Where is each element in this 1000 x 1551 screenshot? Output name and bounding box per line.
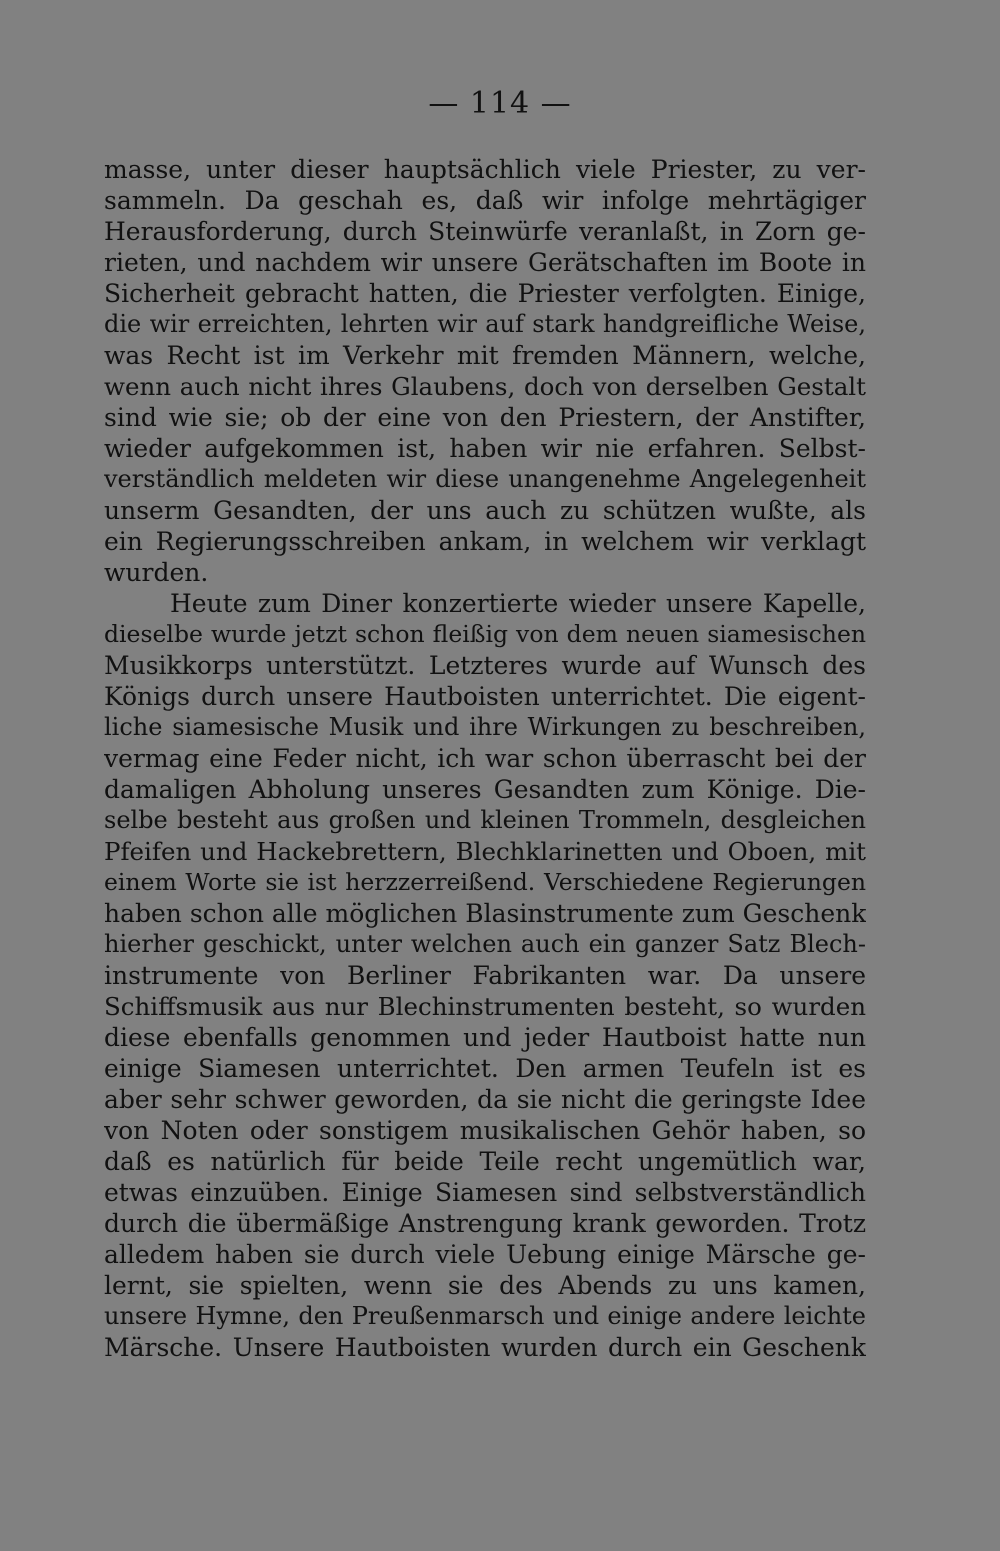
text-line: wurden.	[104, 558, 209, 587]
page-number: — 114 —	[428, 86, 572, 121]
text-line: Pfeifen und Hackebrettern, Blechklarinetten und Oboen, mit	[104, 837, 866, 866]
text-line: die wir erreichten, lehrten wir auf stark handgreifliche Weise,	[104, 310, 866, 338]
text-line: wieder aufgekommen ist, haben wir nie erfahren. Selbst-	[104, 434, 866, 463]
text-line: ein Regierungsschreiben ankam, in welchem wir verklagt	[104, 527, 866, 556]
text-line: diese ebenfalls genommen und jeder Hautboist hatte nun	[104, 1023, 866, 1052]
text-line: sind wie sie; ob der eine von den Priestern, der Anstifter,	[104, 403, 866, 432]
text-line: daß es natürlich für beide Teile recht ungemütlich war,	[104, 1147, 866, 1176]
text-line: von Noten oder sonstigem musikalischen Gehör haben, so	[104, 1116, 866, 1145]
text-line: Heute zum Diner konzertierte wieder unsere Kapelle,	[170, 589, 866, 618]
text-line: aber sehr schwer geworden, da sie nicht die geringste Idee	[104, 1085, 866, 1114]
text-line: was Recht ist im Verkehr mit fremden Männern, welche,	[104, 341, 866, 370]
text-line: Märsche. Unsere Hautboisten wurden durch ein Geschenk	[104, 1333, 866, 1362]
text-line: Sicherheit gebracht hatten, die Priester verfolgten. Einige,	[104, 279, 866, 308]
text-line: damaligen Abholung unseres Gesandten zum Könige. Die-	[104, 775, 866, 804]
text-line: einige Siamesen unterrichtet. Den armen Teufeln ist es	[104, 1054, 866, 1083]
text-line: rieten, und nachdem wir unsere Gerätschaften im Boote in	[104, 248, 866, 277]
body-text	[104, 154, 866, 1363]
text-line: wenn auch nicht ihres Glaubens, doch von derselben Gestalt	[104, 372, 866, 401]
text-line: hierher geschickt, unter welchen auch ein ganzer Satz Blech-	[104, 930, 866, 958]
text-line: lernt, sie spielten, wenn sie des Abends zu uns kamen,	[104, 1271, 866, 1300]
text-line: vermag eine Feder nicht, ich war schon überrascht bei der	[104, 744, 866, 773]
text-line: instrumente von Berliner Fabrikanten war. Da unsere	[104, 961, 866, 990]
text-line: Königs durch unsere Hautboisten unterrichtet. Die eigent-	[104, 682, 866, 711]
text-line: verständlich meldeten wir diese unangenehme Angelegenheit	[104, 465, 866, 493]
text-line: Herausforderung, durch Steinwürfe veranlaßt, in Zorn ge-	[104, 217, 866, 246]
text-line: unsere Hymne, den Preußenmarsch und einige andere leichte	[104, 1302, 866, 1330]
paragraph-2	[104, 588, 866, 1363]
text-line: masse, unter dieser hauptsächlich viele Priester, zu ver-	[104, 155, 866, 184]
text-line: haben schon alle möglichen Blasinstrumente zum Geschenk	[104, 899, 866, 928]
text-line: durch die übermäßige Anstrengung krank geworden. Trotz	[104, 1209, 866, 1238]
text-line: selbe besteht aus großen und kleinen Trommeln, desgleichen	[104, 806, 866, 834]
text-line: Schiffsmusik aus nur Blechinstrumenten besteht, so wurden	[104, 992, 866, 1021]
text-line: einem Worte sie ist herzzerreißend. Verschiedene Regierungen	[104, 868, 866, 896]
text-line: Musikkorps unterstützt. Letzteres wurde auf Wunsch des	[104, 651, 866, 680]
text-line: sammeln. Da geschah es, daß wir infolge mehrtägiger	[104, 186, 866, 215]
text-line: dieselbe wurde jetzt schon fleißig von dem neuen siamesischen	[104, 620, 866, 648]
text-line: alledem haben sie durch viele Uebung einige Märsche ge-	[104, 1240, 866, 1269]
text-line: unserm Gesandten, der uns auch zu schützen wußte, als	[104, 496, 866, 525]
text-line: liche siamesische Musik und ihre Wirkungen zu beschreiben,	[104, 713, 866, 741]
paragraph-1	[104, 154, 866, 588]
text-line: etwas einzuüben. Einige Siamesen sind selbstverständlich	[104, 1178, 866, 1207]
